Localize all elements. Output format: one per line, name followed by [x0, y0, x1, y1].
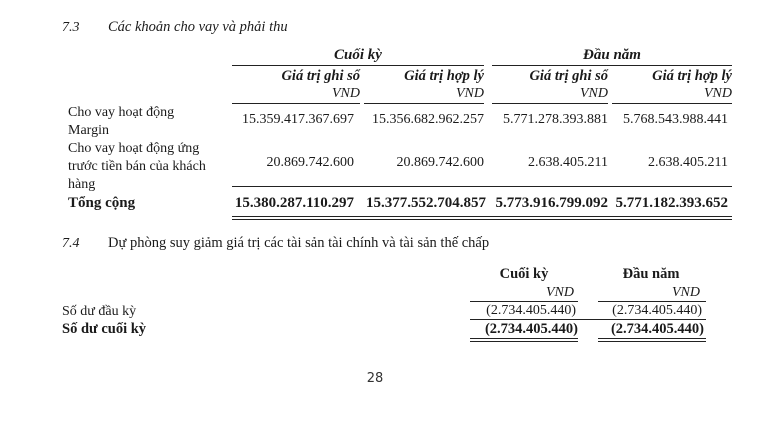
header-bottom-line: [612, 103, 732, 104]
col-header-end-period: Cuối kỳ: [499, 266, 549, 282]
total-double-line: [598, 338, 706, 339]
unit-label: VND: [456, 86, 484, 101]
total-double-line: [232, 219, 732, 220]
table-cell: 15.359.417.367.697: [242, 112, 354, 127]
group-header-end-period: Cuối kỳ: [334, 47, 382, 63]
total-cell: (2.734.405.440): [484, 321, 578, 337]
unit-label: VND: [672, 285, 700, 300]
total-label: Tổng cộng: [68, 195, 136, 211]
total-double-line: [470, 338, 578, 339]
total-cell: 15.377.552.704.857: [366, 195, 486, 211]
table-cell: 20.869.742.600: [266, 155, 354, 170]
row-label-advance-loans: Cho vay hoạt động ứng trước tiền bán của khách hàng: [68, 141, 206, 192]
total-double-line: [232, 216, 732, 217]
total-top-line: [470, 319, 706, 320]
total-cell: 5.771.182.393.652: [615, 195, 728, 211]
total-cell: (2.734.405.440): [610, 321, 704, 337]
unit-label: VND: [332, 86, 360, 101]
group-underline-start-year: [492, 65, 732, 66]
header-bottom-line: [364, 103, 484, 104]
total-label-closing-balance: Số dư cuối kỳ: [62, 321, 147, 337]
page-number: 28: [366, 371, 384, 386]
total-cell: 15.380.287.110.297: [234, 195, 354, 211]
table-cell: 5.768.543.988.441: [623, 112, 728, 127]
section-7-3-number: 7.3: [62, 20, 80, 35]
unit-label: VND: [580, 86, 608, 101]
table-cell: 2.638.405.211: [528, 155, 608, 170]
total-double-line: [470, 341, 578, 342]
col-header-fair-value-start: Giá trị hợp lý: [652, 68, 732, 84]
header-bottom-line: [492, 103, 608, 104]
row-label-opening-balance: Số dư đầu kỳ: [62, 304, 137, 319]
col-header-fair-value-end: Giá trị hợp lý: [404, 68, 484, 84]
table-cell: 15.356.682.962.257: [372, 112, 484, 127]
table-cell: 20.869.742.600: [396, 155, 484, 170]
row-label-margin-loans: Cho vay hoạt động Margin: [68, 105, 175, 138]
table-cell: (2.734.405.440): [612, 303, 702, 318]
table-cell: 2.638.405.211: [648, 155, 728, 170]
section-7-4-number: 7.4: [62, 236, 80, 251]
unit-label: VND: [546, 285, 574, 300]
table-cell: 5.771.278.393.881: [503, 112, 608, 127]
section-7-3-title: Các khoản cho vay và phải thu: [108, 19, 288, 35]
header-bottom-line: [598, 301, 706, 302]
total-cell: 5.773.916.799.092: [495, 195, 608, 211]
unit-label: VND: [704, 86, 732, 101]
section-7-4-title: Dự phòng suy giảm giá trị các tài sản tài chính và tài sản thế chấp: [108, 235, 490, 251]
group-header-start-year: Đầu năm: [583, 47, 641, 63]
total-double-line: [598, 341, 706, 342]
col-header-start-year: Đầu năm: [622, 266, 680, 282]
header-bottom-line: [232, 103, 360, 104]
group-underline-end-period: [232, 65, 484, 66]
header-bottom-line: [470, 301, 578, 302]
total-top-line: [232, 186, 732, 187]
col-header-book-value-end: Giá trị ghi sổ: [281, 68, 360, 84]
table-cell: (2.734.405.440): [486, 303, 576, 318]
col-header-book-value-start: Giá trị ghi sổ: [529, 68, 608, 84]
